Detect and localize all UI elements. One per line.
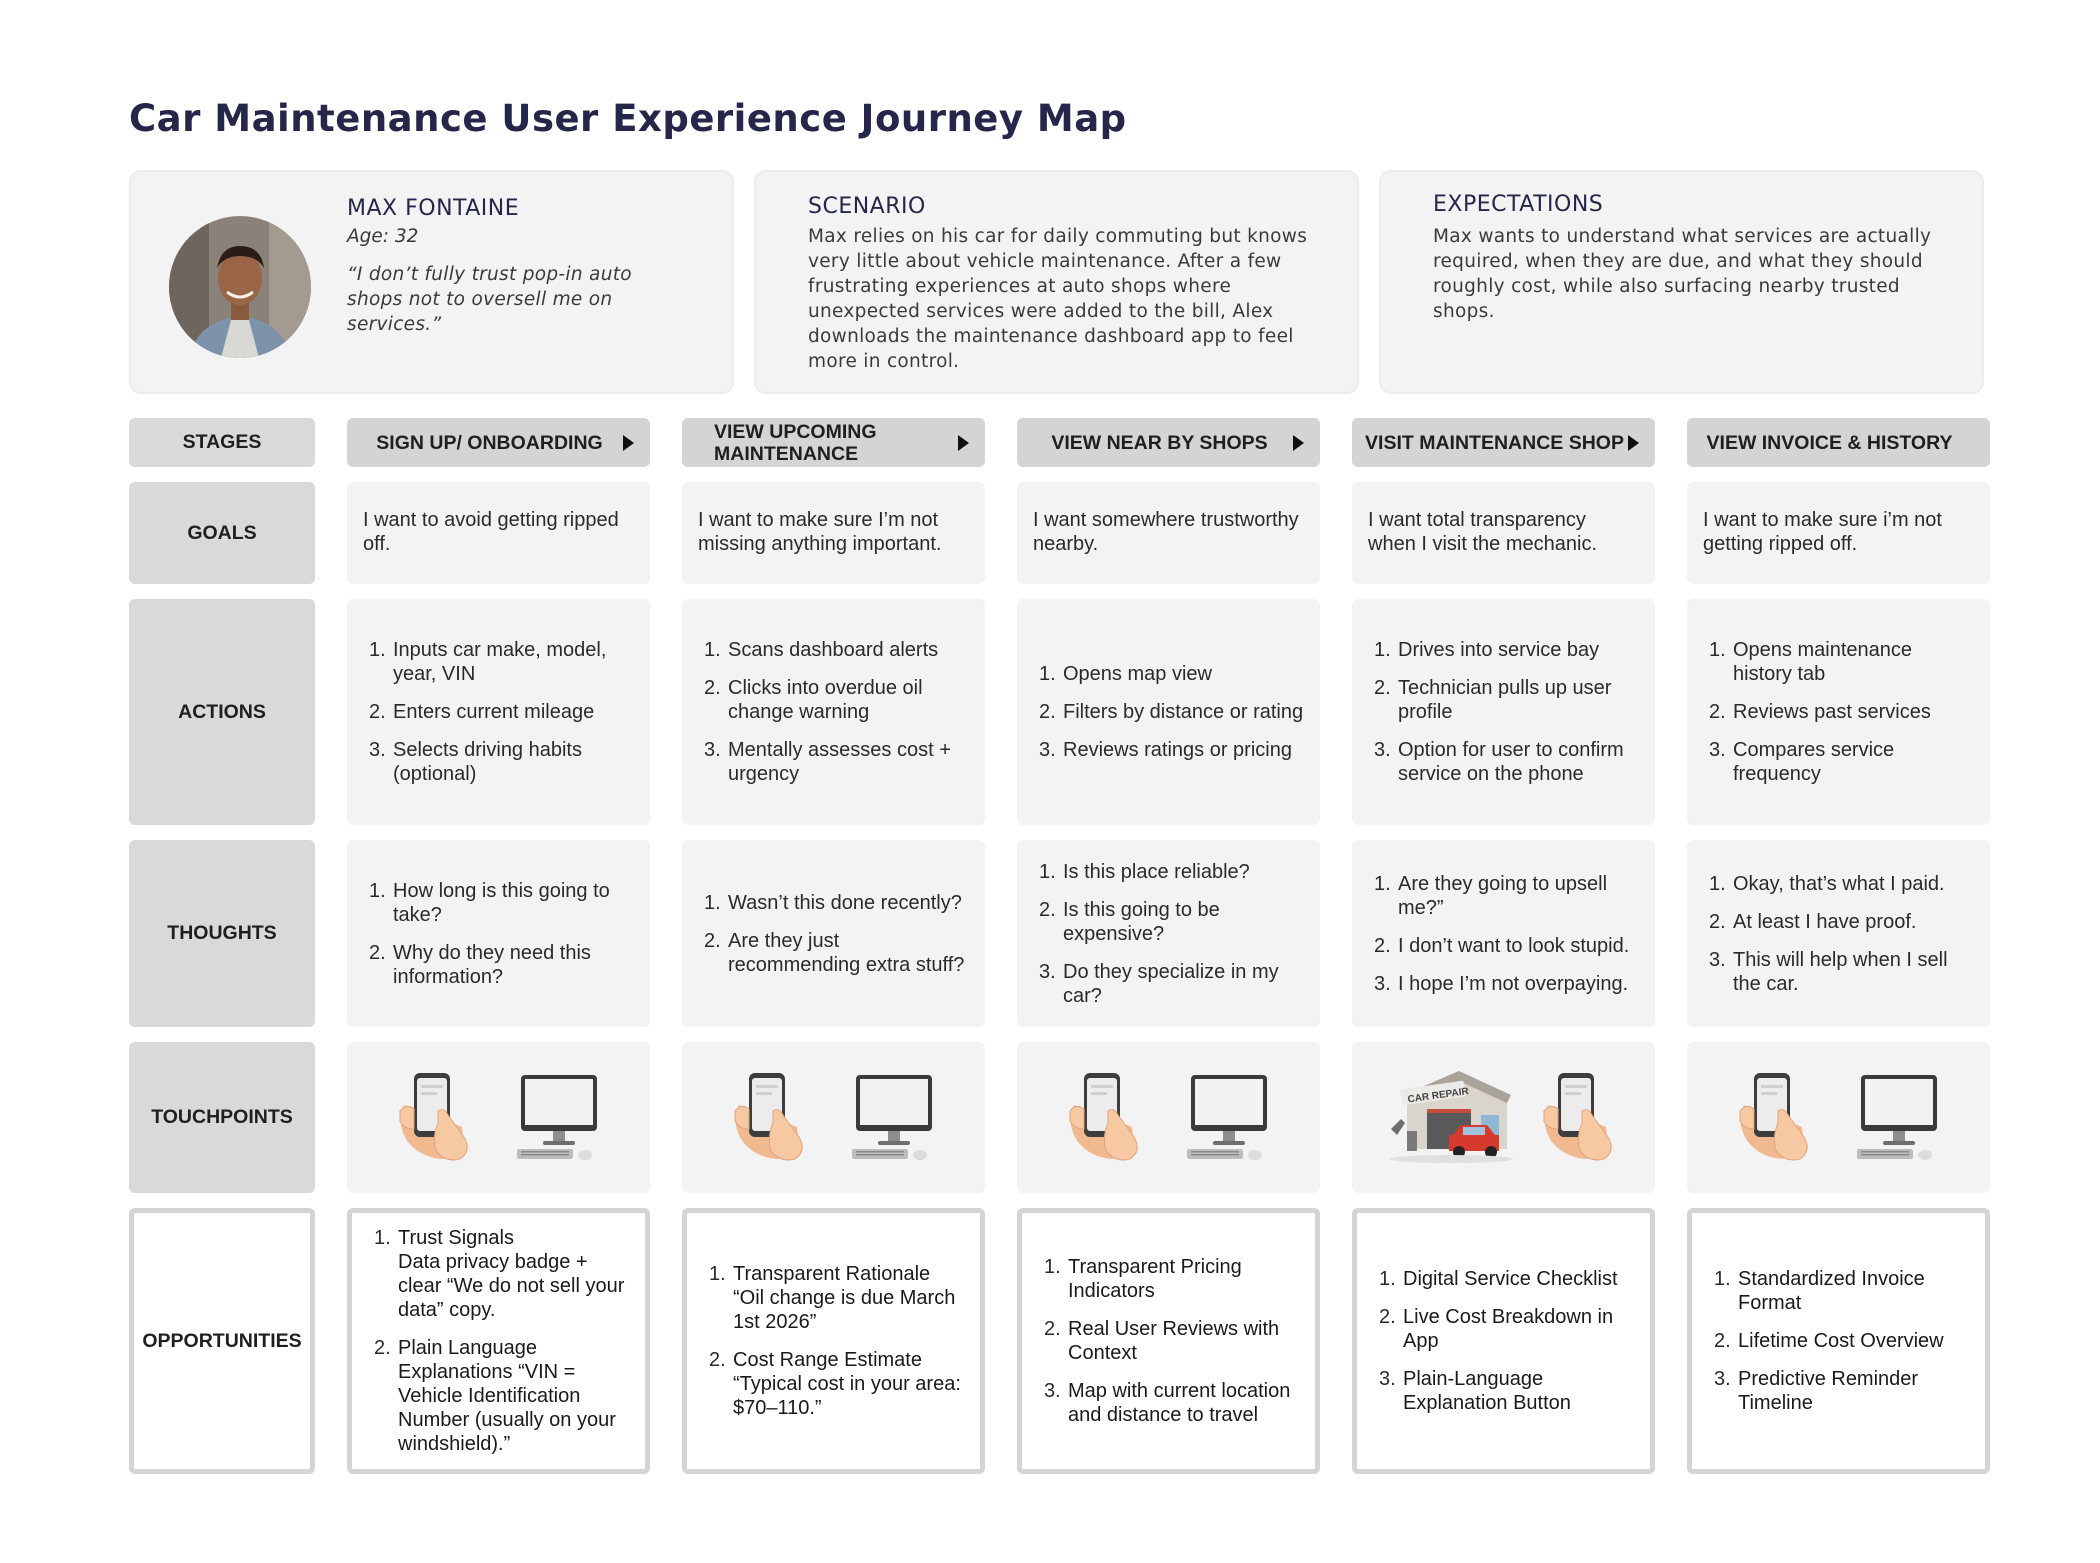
thought-item <box>1374 972 1639 996</box>
list-number: 1. <box>1039 663 1056 685</box>
list-number: 2. <box>1039 898 1056 921</box>
list-number: 3. <box>1374 972 1391 995</box>
list-text: Why do they need this information? <box>393 941 591 988</box>
thought-item <box>369 879 634 927</box>
avatar <box>169 216 311 358</box>
opportunity-item <box>1714 1329 1969 1353</box>
opportunity-item <box>374 1226 629 1322</box>
opportunity-item <box>1714 1367 1969 1415</box>
opportunity-item <box>1379 1367 1634 1415</box>
list-number: 2. <box>1044 1318 1061 1340</box>
car-repair-shop-icon <box>1387 1065 1517 1171</box>
list-text: Predictive Reminder Timeline <box>1738 1368 1919 1414</box>
action-item <box>1039 662 1304 686</box>
list-text: How long is this going to take? <box>393 879 610 926</box>
list-number: 1. <box>1709 872 1726 895</box>
desktop-computer-icon <box>513 1067 605 1169</box>
action-item <box>704 638 969 662</box>
list-number: 2. <box>1039 701 1056 723</box>
opportunity-item <box>1379 1305 1634 1353</box>
opportunity-item <box>374 1336 629 1456</box>
journey-grid <box>129 418 1990 1474</box>
list-text: Plain-Language Explanation Button <box>1403 1368 1571 1414</box>
list-text: Wasn’t this done recently? <box>728 891 962 914</box>
stage-sign-up-onboarding[interactable] <box>347 418 650 467</box>
stage-visit-maintenance-shop[interactable] <box>1352 418 1655 467</box>
opportunity-item <box>1379 1267 1634 1291</box>
action-item <box>1039 700 1304 724</box>
phone-hand-icon <box>1536 1067 1620 1169</box>
opportunity-item <box>1044 1317 1299 1365</box>
list-text: Lifetime Cost Overview <box>1738 1330 1944 1352</box>
play-arrow-icon <box>958 435 969 451</box>
opportunities-cell <box>682 1208 985 1474</box>
action-item <box>1709 738 1974 786</box>
stage-view-invoice-history[interactable] <box>1687 418 1990 467</box>
thoughts-cell <box>682 840 985 1027</box>
list-number: 1. <box>1039 860 1056 883</box>
thought-item <box>1374 934 1639 958</box>
list-number: 1. <box>369 879 386 902</box>
list-number: 2. <box>369 701 386 723</box>
scenario-card <box>754 170 1359 394</box>
list-number: 1. <box>1714 1268 1731 1290</box>
persona-card <box>129 170 734 394</box>
list-text: Trust Signals Data privacy badge + clear “We do not sell your data” copy. <box>398 1227 625 1321</box>
expectations-card <box>1379 170 1984 394</box>
list-text: Live Cost Breakdown in App <box>1403 1306 1614 1352</box>
list-text: Are they just recommending extra stuff? <box>728 929 965 976</box>
list-number: 2. <box>704 929 721 952</box>
persona-quote: “I don’t fully trust pop-in auto shops not to oversell me on services.” <box>347 264 632 335</box>
list-number: 1. <box>1709 639 1726 661</box>
list-number: 3. <box>369 739 386 761</box>
list-text: Do they specialize in my car? <box>1063 960 1279 1007</box>
list-text: Opens maintenance history tab <box>1733 639 1913 685</box>
opportunity-item <box>709 1262 964 1334</box>
play-arrow-icon <box>1293 435 1304 451</box>
goal-cell <box>1017 482 1320 584</box>
list-number: 1. <box>369 639 386 661</box>
list-number: 3. <box>704 739 721 761</box>
list-number: 2. <box>374 1337 391 1359</box>
list-text: I hope I’m not overpaying. <box>1398 972 1629 995</box>
list-number: 3. <box>1039 960 1056 983</box>
list-number: 2. <box>1374 677 1391 699</box>
action-item <box>369 738 634 786</box>
action-item <box>369 638 634 686</box>
opportunity-item <box>1044 1379 1299 1427</box>
expectations-title: EXPECTATIONS <box>1433 192 1604 217</box>
row-header-stages: STAGES <box>129 418 315 467</box>
list-text: Plain Language Explanations “VIN = Vehicle Identification Number (usually on your windshield).” <box>398 1337 616 1455</box>
scenario-title: SCENARIO <box>808 194 926 219</box>
thought-item <box>1039 960 1304 1008</box>
list-text: Are they going to upsell me?” <box>1398 872 1608 919</box>
list-text: I don’t want to look stupid. <box>1398 934 1630 957</box>
list-text: Real User Reviews with Context <box>1068 1318 1280 1364</box>
opportunities-cell <box>1017 1208 1320 1474</box>
stage-label: SIGN UP/ ONBOARDING <box>376 431 603 454</box>
list-number: 2. <box>709 1349 726 1371</box>
touchpoints-cell <box>682 1042 985 1193</box>
opportunity-item <box>1044 1255 1299 1303</box>
list-number: 3. <box>1374 739 1391 761</box>
list-number: 2. <box>1379 1306 1396 1328</box>
list-number: 3. <box>1039 739 1056 761</box>
list-text: Reviews past services <box>1733 701 1931 723</box>
thought-item <box>704 929 969 977</box>
touchpoints-cell <box>1352 1042 1655 1193</box>
thoughts-cell <box>347 840 650 1027</box>
thought-item <box>1039 860 1304 884</box>
desktop-computer-icon <box>1183 1067 1275 1169</box>
thoughts-cell <box>1687 840 1990 1027</box>
goal-cell <box>1352 482 1655 584</box>
touchpoints-cell <box>1687 1042 1990 1193</box>
opportunities-cell <box>347 1208 650 1474</box>
list-text: Selects driving habits (optional) <box>393 739 582 785</box>
list-number: 1. <box>374 1227 391 1249</box>
list-text: Transparent Rationale “Oil change is due March 1st 2026” <box>733 1263 956 1333</box>
action-item <box>704 676 969 724</box>
phone-hand-icon <box>727 1067 811 1169</box>
actions-cell <box>1687 599 1990 825</box>
list-number: 2. <box>1709 701 1726 723</box>
opportunities-cell <box>1687 1208 1990 1474</box>
expectations-text: Max wants to understand what services are actually required, when they are due, and what they should roughly cost, while also surfacing nearby trusted shops. <box>1433 226 1932 322</box>
desktop-computer-icon <box>1853 1067 1945 1169</box>
goal-cell <box>682 482 985 584</box>
list-text: Drives into service bay <box>1398 639 1600 661</box>
list-number: 1. <box>709 1263 726 1285</box>
stage-view-upcoming-maintenance[interactable] <box>682 418 985 467</box>
stage-view-near-by-shops[interactable] <box>1017 418 1320 467</box>
list-text: Cost Range Estimate “Typical cost in your area: $70–110.” <box>733 1349 961 1419</box>
list-number: 2. <box>1714 1330 1731 1352</box>
list-number: 1. <box>1374 639 1391 661</box>
action-item <box>1374 638 1639 662</box>
thought-item <box>704 891 969 915</box>
list-number: 3. <box>1709 739 1726 761</box>
list-text: Map with current location and distance to travel <box>1068 1380 1291 1426</box>
list-text: Okay, that’s what I paid. <box>1733 872 1945 895</box>
goal-cell <box>347 482 650 584</box>
actions-cell <box>1352 599 1655 825</box>
list-text: This will help when I sell the car. <box>1733 948 1948 995</box>
persona-age: Age: 32 <box>347 226 419 247</box>
action-item <box>1374 676 1639 724</box>
action-item <box>1709 700 1974 724</box>
list-number: 2. <box>1374 934 1391 957</box>
list-text: Inputs car make, model, year, VIN <box>393 639 607 685</box>
list-text: Filters by distance or rating <box>1063 701 1304 723</box>
list-number: 2. <box>369 941 386 964</box>
actions-cell <box>682 599 985 825</box>
thought-item <box>369 941 634 989</box>
list-text: Option for user to confirm service on the phone <box>1398 739 1624 785</box>
thought-item <box>1374 872 1639 920</box>
stage-label: VIEW UPCOMING MAINTENANCE <box>714 420 877 465</box>
list-text: Mentally assesses cost + urgency <box>728 739 951 785</box>
persona-name: MAX FONTAINE <box>347 196 520 221</box>
list-number: 3. <box>1044 1380 1061 1402</box>
list-text: Enters current mileage <box>393 701 595 723</box>
list-text: Is this place reliable? <box>1063 860 1250 883</box>
phone-hand-icon <box>1062 1067 1146 1169</box>
goal-text: I want somewhere trustworthy nearby. <box>1033 509 1299 555</box>
thought-item <box>1709 872 1974 896</box>
row-header-goals: GOALS <box>129 482 315 584</box>
touchpoints-cell <box>347 1042 650 1193</box>
stage-label: VISIT MAINTENANCE SHOP <box>1365 431 1624 454</box>
actions-cell <box>347 599 650 825</box>
action-item <box>704 738 969 786</box>
action-item <box>369 700 634 724</box>
action-item <box>1039 738 1304 762</box>
list-text: Technician pulls up user profile <box>1398 677 1612 723</box>
list-number: 1. <box>1044 1256 1061 1278</box>
list-number: 3. <box>1709 948 1726 971</box>
list-text: Compares service frequency <box>1733 739 1895 785</box>
play-arrow-icon <box>623 435 634 451</box>
thoughts-cell <box>1352 840 1655 1027</box>
thought-item <box>1039 898 1304 946</box>
action-item <box>1374 738 1639 786</box>
list-number: 1. <box>1374 872 1391 895</box>
list-text: Scans dashboard alerts <box>728 639 939 661</box>
goal-cell <box>1687 482 1990 584</box>
action-item <box>1709 638 1974 686</box>
desktop-computer-icon <box>848 1067 940 1169</box>
page-title: Car Maintenance User Experience Journey Map <box>129 97 1127 140</box>
list-text: At least I have proof. <box>1733 910 1917 933</box>
actions-cell <box>1017 599 1320 825</box>
stage-label: VIEW INVOICE & HISTORY <box>1706 431 1953 454</box>
play-arrow-icon <box>1628 435 1639 451</box>
opportunity-item <box>709 1348 964 1420</box>
row-header-thoughts: THOUGHTS <box>129 840 315 1027</box>
list-text: Is this going to be expensive? <box>1063 898 1220 945</box>
phone-hand-icon <box>1732 1067 1816 1169</box>
list-number: 3. <box>1379 1368 1396 1390</box>
thoughts-cell <box>1017 840 1320 1027</box>
shop-sign-text: CAR REPAIR <box>1407 1085 1470 1106</box>
phone-hand-icon <box>392 1067 476 1169</box>
opportunity-item <box>1714 1267 1969 1315</box>
row-header-actions: ACTIONS <box>129 599 315 825</box>
thought-item <box>1709 948 1974 996</box>
list-number: 2. <box>1709 910 1726 933</box>
opportunities-cell <box>1352 1208 1655 1474</box>
list-number: 1. <box>1379 1268 1396 1290</box>
stage-label: VIEW NEAR BY SHOPS <box>1051 431 1268 454</box>
list-number: 3. <box>1714 1368 1731 1390</box>
goal-text: I want to avoid getting ripped off. <box>363 509 619 555</box>
goal-text: I want total transparency when I visit the mechanic. <box>1368 509 1597 555</box>
scenario-text: Max relies on his car for daily commuting but knows very little about vehicle maintenance. After a few frustrating experiences at auto shops where unexpected services were added to the bill, Alex downloads the maintenance dashboard app to feel more in control. <box>808 226 1308 372</box>
list-number: 1. <box>704 639 721 661</box>
list-text: Clicks into overdue oil change warning <box>728 677 923 723</box>
list-number: 1. <box>704 891 721 914</box>
touchpoints-cell <box>1017 1042 1320 1193</box>
list-text: Standardized Invoice Format <box>1738 1268 1925 1314</box>
row-header-opportunities: OPPORTUNITIES <box>129 1208 315 1474</box>
list-text: Reviews ratings or pricing <box>1063 739 1292 761</box>
list-text: Transparent Pricing Indicators <box>1068 1256 1242 1302</box>
list-text: Opens map view <box>1063 663 1212 685</box>
goal-text: I want to make sure I’m not missing anything important. <box>698 509 942 555</box>
list-number: 2. <box>704 677 721 699</box>
row-header-touchpoints: TOUCHPOINTS <box>129 1042 315 1193</box>
thought-item <box>1709 910 1974 934</box>
goal-text: I want to make sure i’m not getting ripped off. <box>1703 509 1942 555</box>
list-text: Digital Service Checklist <box>1403 1268 1618 1290</box>
